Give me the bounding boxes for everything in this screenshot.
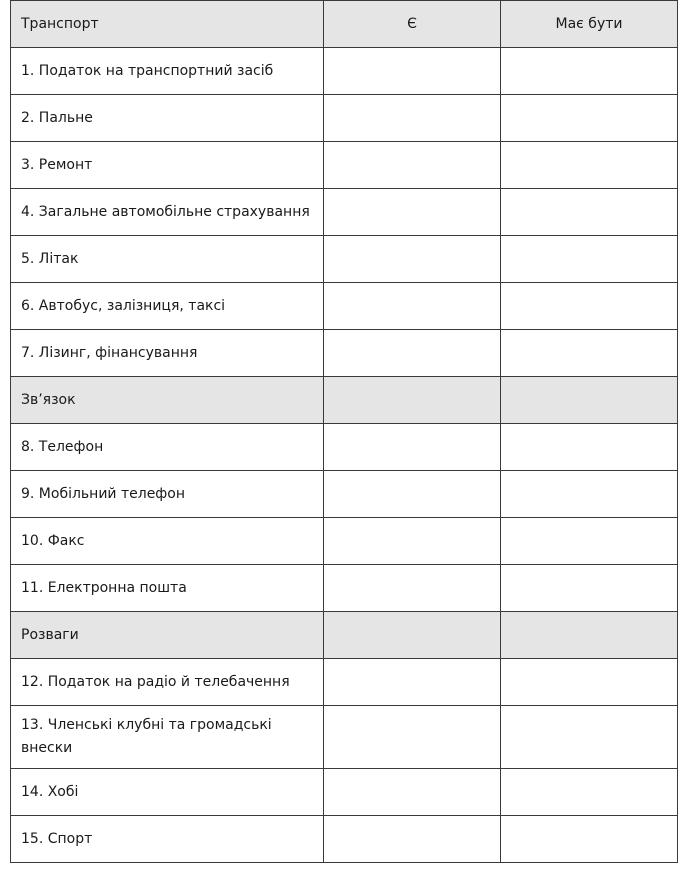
header-row bbox=[11, 1, 678, 48]
table-row bbox=[11, 424, 678, 471]
table-row bbox=[11, 236, 678, 283]
row-label: 4. Загальне автомобільне страхування bbox=[11, 189, 324, 236]
budget-table bbox=[10, 0, 678, 863]
target-value-cell[interactable] bbox=[501, 424, 678, 471]
current-value-cell[interactable] bbox=[324, 330, 501, 377]
section-label: Розваги bbox=[11, 612, 324, 659]
current-value-cell[interactable] bbox=[324, 236, 501, 283]
table-row bbox=[11, 565, 678, 612]
row-label: 13. Членські клубні та громадські внески bbox=[11, 706, 324, 769]
current-value-cell[interactable] bbox=[324, 424, 501, 471]
current-value-cell[interactable] bbox=[324, 518, 501, 565]
current-value-cell[interactable] bbox=[324, 706, 501, 769]
target-value-cell[interactable] bbox=[501, 816, 678, 863]
target-value-cell[interactable] bbox=[501, 189, 678, 236]
section-empty-cell bbox=[324, 612, 501, 659]
row-label: 7. Лізинг, фінансування bbox=[11, 330, 324, 377]
current-value-cell[interactable] bbox=[324, 816, 501, 863]
table-row bbox=[11, 769, 678, 816]
current-value-cell[interactable] bbox=[324, 769, 501, 816]
row-label: 14. Хобі bbox=[11, 769, 324, 816]
target-value-cell[interactable] bbox=[501, 330, 678, 377]
current-value-cell[interactable] bbox=[324, 471, 501, 518]
target-value-cell[interactable] bbox=[501, 48, 678, 95]
target-value-cell[interactable] bbox=[501, 283, 678, 330]
current-value-cell[interactable] bbox=[324, 189, 501, 236]
target-value-cell[interactable] bbox=[501, 471, 678, 518]
target-value-cell[interactable] bbox=[501, 659, 678, 706]
table-row bbox=[11, 48, 678, 95]
header-current: Є bbox=[324, 1, 501, 48]
table-row bbox=[11, 816, 678, 863]
section-row-communication bbox=[11, 377, 678, 424]
table-row bbox=[11, 283, 678, 330]
table-row bbox=[11, 142, 678, 189]
row-label: 11. Електронна пошта bbox=[11, 565, 324, 612]
row-label: 2. Пальне bbox=[11, 95, 324, 142]
table-row bbox=[11, 330, 678, 377]
section-row-entertainment bbox=[11, 612, 678, 659]
target-value-cell[interactable] bbox=[501, 565, 678, 612]
target-value-cell[interactable] bbox=[501, 769, 678, 816]
row-label: 15. Спорт bbox=[11, 816, 324, 863]
table-row bbox=[11, 706, 678, 769]
row-label: 1. Податок на транспортний засіб bbox=[11, 48, 324, 95]
header-target: Має бути bbox=[501, 1, 678, 48]
target-value-cell[interactable] bbox=[501, 95, 678, 142]
target-value-cell[interactable] bbox=[501, 236, 678, 283]
table-row bbox=[11, 518, 678, 565]
row-label: 10. Факс bbox=[11, 518, 324, 565]
section-empty-cell bbox=[501, 377, 678, 424]
table-row bbox=[11, 95, 678, 142]
current-value-cell[interactable] bbox=[324, 283, 501, 330]
row-label: 3. Ремонт bbox=[11, 142, 324, 189]
row-label: 9. Мобільний телефон bbox=[11, 471, 324, 518]
row-label: 8. Телефон bbox=[11, 424, 324, 471]
current-value-cell[interactable] bbox=[324, 659, 501, 706]
header-category: Транспорт bbox=[11, 1, 324, 48]
table-row bbox=[11, 471, 678, 518]
table-row bbox=[11, 189, 678, 236]
current-value-cell[interactable] bbox=[324, 95, 501, 142]
section-empty-cell bbox=[501, 612, 678, 659]
target-value-cell[interactable] bbox=[501, 518, 678, 565]
row-label: 6. Автобус, залізниця, таксі bbox=[11, 283, 324, 330]
current-value-cell[interactable] bbox=[324, 48, 501, 95]
current-value-cell[interactable] bbox=[324, 565, 501, 612]
row-label: 5. Літак bbox=[11, 236, 324, 283]
table-row bbox=[11, 659, 678, 706]
section-empty-cell bbox=[324, 377, 501, 424]
section-label: Зв’язок bbox=[11, 377, 324, 424]
row-label: 12. Податок на радіо й телебачення bbox=[11, 659, 324, 706]
current-value-cell[interactable] bbox=[324, 142, 501, 189]
target-value-cell[interactable] bbox=[501, 706, 678, 769]
target-value-cell[interactable] bbox=[501, 142, 678, 189]
